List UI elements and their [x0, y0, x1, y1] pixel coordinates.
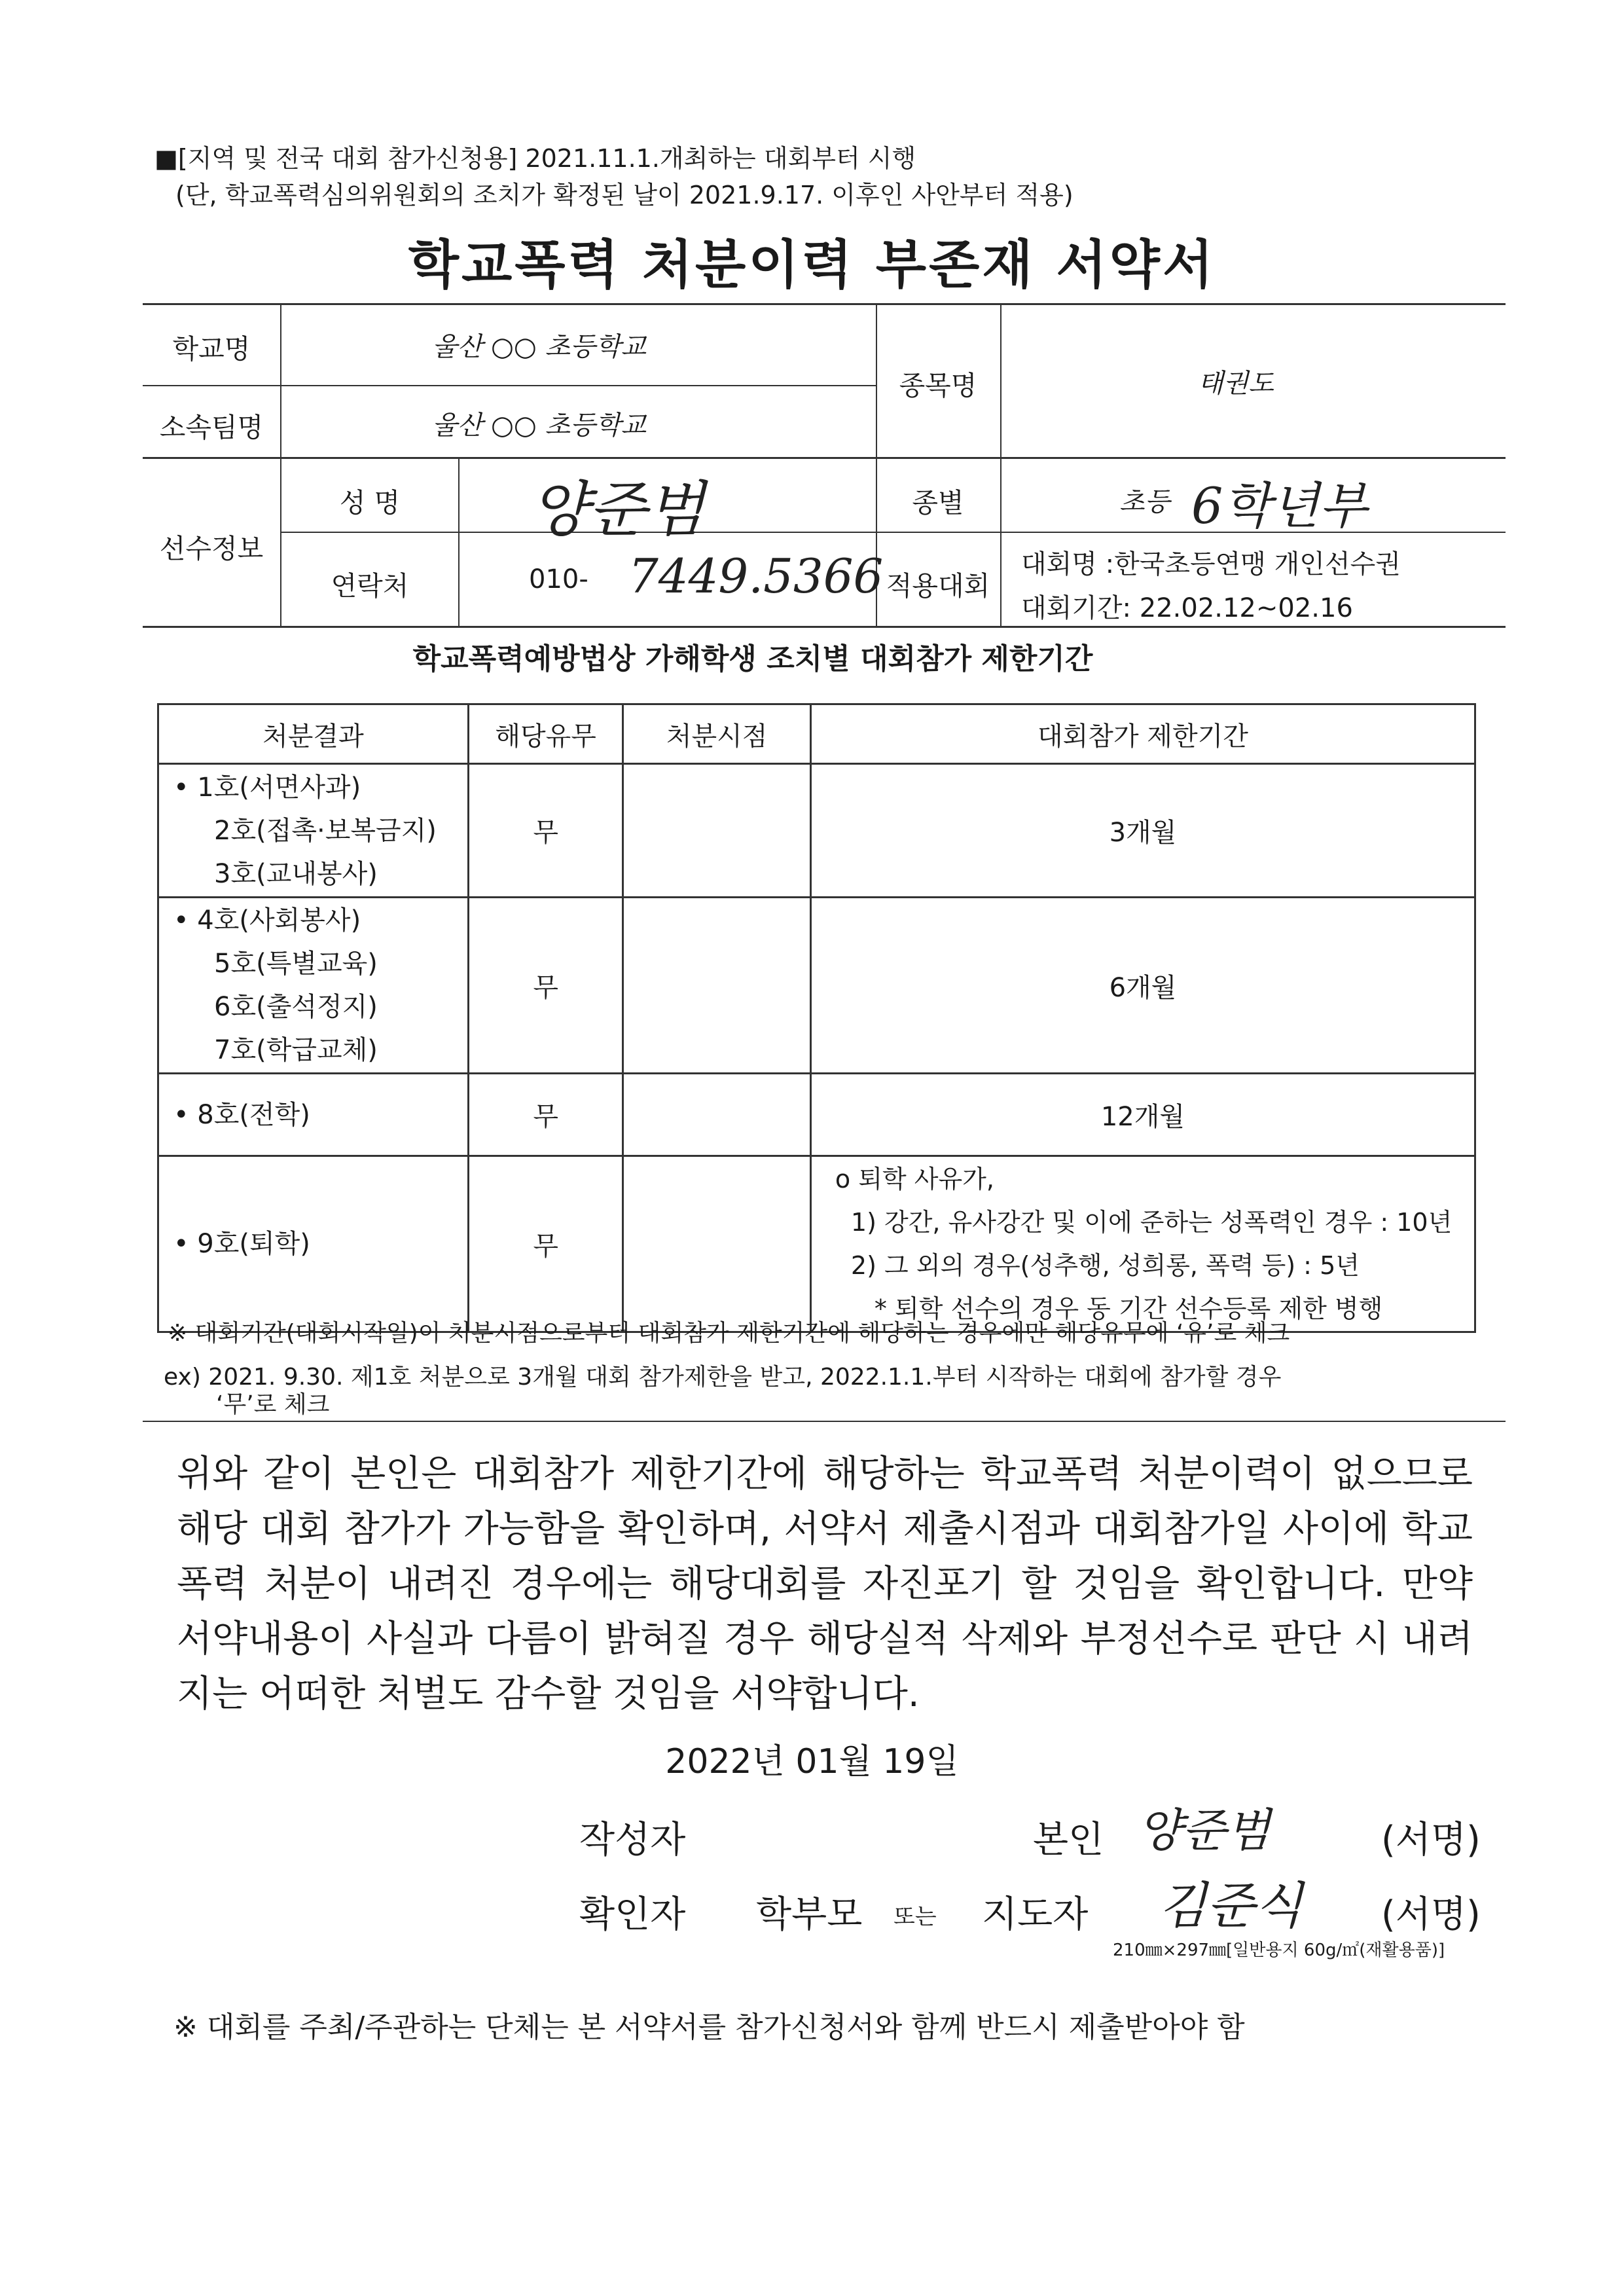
- notice-line-2: (단, 학교폭력심의위원회의 조치가 확정된 날이 2021.9.17. 이후인 사안부터 적용): [175, 181, 1074, 210]
- category-label: 종별: [912, 487, 964, 519]
- contact-handwritten: 7449.5366: [628, 549, 884, 604]
- event-period: 대회기간: 22.02.12~02.16: [1021, 593, 1353, 623]
- table-row: [158, 1156, 1475, 1332]
- sanction-item: 3호(교내봉사): [214, 858, 378, 889]
- name-handwritten: 양준범: [530, 475, 705, 545]
- period-cell: 3개월: [810, 764, 1475, 898]
- event-label: 적용대회: [886, 570, 990, 602]
- date-cell: [623, 898, 810, 1074]
- sanction-item: 6호(출석정지): [214, 992, 378, 1022]
- expulsion-note-line: 2) 그 외의 경우(성추행, 성희롱, 폭력 등) : 5년: [850, 1251, 1360, 1280]
- date-cell: [623, 1156, 810, 1332]
- athlete-label: 선수정보: [159, 533, 264, 564]
- applicable-cell: 무: [468, 1156, 623, 1332]
- table-note-3: ‘무’로 체크: [216, 1391, 330, 1418]
- table-note-2: ex) 2021. 9.30. 제1호 처분으로 3개월 대회 참가제한을 받고, 2022.1.1.부터 시작하는 대회에 참가할 경우: [164, 1364, 1282, 1391]
- bottom-note: ※ 대회를 주최/주관하는 단체는 본 서약서를 참가신청서와 함께 반드시 제출받아야 함: [173, 2011, 1245, 2044]
- period-cell: 6개월: [810, 898, 1475, 1074]
- category-value: 초등: [1119, 487, 1170, 517]
- contact-label: 연락처: [331, 570, 409, 602]
- table-header-row: [158, 704, 1475, 764]
- sanction-item: 7호(학급교체): [214, 1035, 378, 1065]
- sign-label: (서명): [1381, 1819, 1481, 1861]
- writer-label: 작성자: [579, 1819, 686, 1861]
- sign-label-2: (서명): [1381, 1893, 1481, 1936]
- sanction-items: [158, 764, 469, 898]
- period-cell: 12개월: [810, 1074, 1475, 1156]
- paper-spec: 210㎜×297㎜[일반용지 60g/㎡(재활용품)]: [1113, 1941, 1445, 1960]
- sanction-item: • 1호(서면사과): [173, 772, 361, 803]
- applicable-cell: 무: [468, 764, 623, 898]
- team-label: 소속팀명: [159, 412, 264, 443]
- sport-value: 태권도: [1198, 369, 1274, 399]
- school-label: 학교명: [172, 333, 251, 365]
- date-cell: [623, 764, 810, 898]
- coach-label: 지도자: [982, 1893, 1089, 1936]
- table-row: [158, 898, 1475, 1074]
- name-label: 성 명: [339, 487, 401, 519]
- category-handwritten: 6학년부: [1191, 477, 1367, 535]
- sanction-item: • 4호(사회봉사): [173, 905, 361, 936]
- pledge-date: 2022년 01월 19일: [665, 1742, 959, 1781]
- expulsion-note-line: 1) 강간, 유사강간 및 이에 준하는 성폭력인 경우 : 10년: [850, 1208, 1453, 1237]
- self-signature: 양준범: [1138, 1804, 1271, 1857]
- confirmer-label: 확인자: [579, 1893, 686, 1936]
- team-value: 울산 ○○ 초등학교: [432, 410, 647, 441]
- contact-prefix: 010-: [529, 564, 588, 594]
- expulsion-note-line: o 퇴학 사유가,: [835, 1165, 994, 1194]
- restriction-title: 학교폭력예방법상 가해학생 조치별 대회참가 제한기간: [412, 642, 1093, 676]
- sanction-item: 5호(특별교육): [214, 949, 378, 979]
- parent-label: 학부모: [756, 1893, 863, 1936]
- expulsion-note-line: * 퇴학 선수의 경우 동 기간 선수등록 제한 병행: [874, 1294, 1383, 1323]
- self-label: 본인: [1033, 1819, 1104, 1861]
- expulsion-period-cell: [810, 1156, 1475, 1332]
- sanction-items: [158, 1074, 469, 1156]
- sanction-item: • 8호(전학): [173, 1099, 310, 1130]
- applicable-cell: 무: [468, 898, 623, 1074]
- sanction-items: [158, 898, 469, 1074]
- sport-label: 종목명: [899, 370, 977, 401]
- table-row: [158, 1074, 1475, 1156]
- school-value: 울산 ○○ 초등학교: [432, 332, 647, 362]
- sanction-item: 2호(접촉·보복금지): [214, 815, 437, 846]
- sanction-items: [158, 1156, 469, 1332]
- event-name: 대회명 :한국초등연맹 개인선수권: [1021, 549, 1401, 579]
- table-note-1: ※ 대회기간(대회시작일)이 처분시점으로부터 대회참가 제한기간에 해당하는 경우에만 해당유무에 ‘유’로 체크: [168, 1320, 1290, 1347]
- or-label: 또는: [893, 1904, 937, 1930]
- pledge-text: 위와 같이 본인은 대회참가 제한기간에 해당하는 학교폭력 처분이력이 없으므로 해당 대회 참가가 가능함을 확인하며, 서약서 제출시점과 대회참가일 사이에 학교폭력 처분이 내려진 경우에는 해당대회를 자진포기 할 것임을 확인합니다. 만약 서약내용이 사실과 다름이 밝혀질 경우 해당실적 삭제와 부정선수로 판단 시 내려지는 어떠한 처벌도 감수할 것임을 서약합니다.: [177, 1453, 1473, 1715]
- applicable-cell: 무: [468, 1074, 623, 1156]
- sanction-table: [157, 703, 1476, 1333]
- sanction-item: • 9호(퇴학): [173, 1229, 310, 1259]
- date-cell: [623, 1074, 810, 1156]
- col-header-date: 처분시점: [623, 704, 810, 764]
- document-title: 학교폭력 처분이력 부존재 서약서: [408, 234, 1216, 295]
- coach-signature: 김준식: [1159, 1876, 1303, 1935]
- col-header-result: 처분결과: [158, 704, 469, 764]
- notice-line-1: ■[지역 및 전국 대회 참가신청용] 2021.11.1.개최하는 대회부터 시행: [154, 144, 916, 173]
- table-row: [158, 764, 1475, 898]
- col-header-period: 대회참가 제한기간: [810, 704, 1475, 764]
- col-header-applicable: 해당유무: [468, 704, 623, 764]
